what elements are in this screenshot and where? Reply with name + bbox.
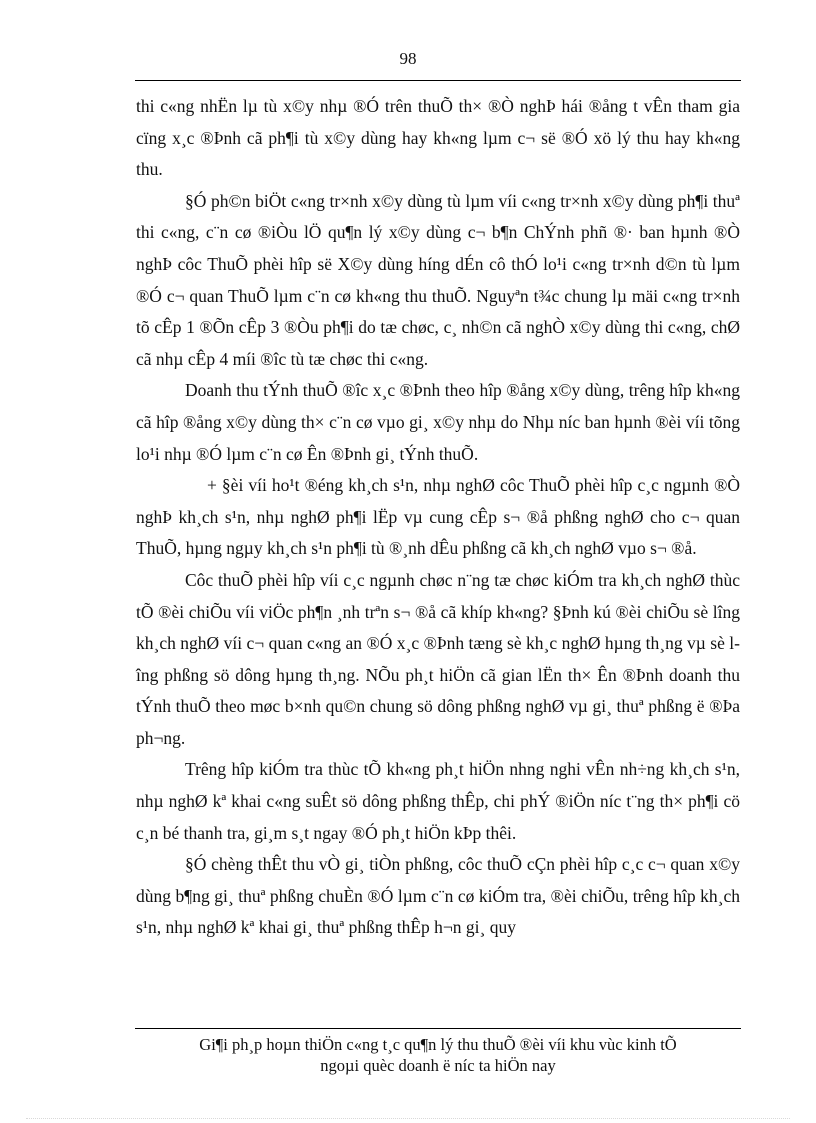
paragraph-continuation: thi c«ng nhËn lµ tù x©y nhµ ®Ó trên thuÕ th× ®Ò nghÞ hái ®ång t vÊn tham gia cïng x¸c ®Þnh cã ph¶i tù x©y dùng hay kh«ng lµm c¬ së ®Ó xö lý thu hay kh«ng thu. xyxy=(136,96,740,180)
header-rule xyxy=(135,80,741,81)
footer-title-line-1: Gi¶i ph¸p hoµn thiÖn c«ng t¸c qu¶n lý thu thuÕ ®èi víi khu vùc kinh tÕ xyxy=(199,1035,677,1054)
paragraph-construction-classification: §Ó ph©n biÖt c«ng tr×nh x©y dùng tù lµm víi c«ng tr×nh x©y dùng ph¶i thuª thi c«ng, c¨n cø ®iÒu lÖ qu¶n lý x©y dùng c¬ b¶n ChÝnh phñ ®· ban hµnh ®Ò nghÞ côc ThuÕ phèi hîp së X©y dùng híng dÉn cô thÓ lo¹i c«ng tr×nh d©n tù lµm ®Ó c¬ quan ThuÕ lµm c¨n cø kh«ng thu thuÕ. Nguyªn t¾c chung lµ mäi c«ng tr×nh tõ cÊp 1 ®Õn cÊp 3 ®Òu ph¶i do tæ chøc, c¸ nh©n cã nghÒ x©y dùng thi c«ng, chØ cã nhµ cÊp 4 míi ®îc tù tæ chøc thi c«ng. xyxy=(136,190,740,369)
body-text xyxy=(136,91,740,944)
page-footer xyxy=(136,1034,740,1076)
footer-title-line-2: ngoµi quèc doanh ë níc ta hiÖn nay xyxy=(320,1056,556,1075)
page-edge-divider xyxy=(26,1118,790,1119)
footer-rule xyxy=(135,1028,741,1029)
page-number: 98 xyxy=(399,49,417,68)
paragraph-hotel-inspection: Côc thuÕ phèi hîp víi c¸c ngµnh chøc n¨ng tæ chøc kiÓm tra kh¸ch nghØ thùc tÕ ®èi chiÕu víi viÖc ph¶n ¸nh trªn s¬ ®å cã khíp kh«ng? §Þnh kú ®èi chiÕu sè lîng kh¸ch nghØ víi c¬ quan c«ng an ®Ó x¸c ®Þnh tæng sè kh¸c nghØ hµng th¸ng vµ sè lîng phßng sö dông hµng th¸ng. NÕu ph¸t hiÖn cã gian lËn th× Ên ®Þnh doanh thu tÝnh thuÕ theo møc b×nh qu©n chung sö dông phßng nghØ vµ gi¸ thuª phßng ë ®Þa ph¬ng. xyxy=(136,569,740,748)
paragraph-hotel-activity: + §èi víi ho¹t ®éng kh¸ch s¹n, nhµ nghØ côc ThuÕ phèi hîp c¸c ngµnh ®Ò nghÞ kh¸ch s¹n, nhµ nghØ ph¶i lËp vµ cung cÊp s¬ ®å phßng nghØ cho c¬ quan ThuÕ, hµng ngµy kh¸ch s¹n ph¶i tù ®¸nh dÊu phßng cã kh¸ch nghØ vµo s¬ ®å. xyxy=(136,475,740,559)
paragraph-room-price: §Ó chèng thÊt thu vÒ gi¸ tiÒn phßng, côc thuÕ cÇn phèi hîp c¸c c¬ quan x©y dùng b¶ng gi¸ thuª phßng chuÈn ®Ó lµm c¨n cø kiÓm tra, ®èi chiÕu, trêng hîp kh¸ch s¹n, nhµ nghØ kª khai gi¸ thuª phßng thÊp h¬n gi¸ quy xyxy=(136,854,740,938)
paragraph-construction-revenue: Doanh thu tÝnh thuÕ ®îc x¸c ®Þnh theo hîp ®ång x©y dùng, trêng hîp kh«ng cã hîp ®ång x©y dùng th× c¨n cø vµo gi¸ x©y nhµ do Nhµ níc ban hµnh ®èi víi tõng lo¹i nhµ ®Ó lµm c¨n cø Ên ®Þnh gi¸ tÝnh thuÕ. xyxy=(136,380,740,464)
paragraph-low-capacity-case: Trêng hîp kiÓm tra thùc tÕ kh«ng ph¸t hiÖn nhng nghi vÊn nh÷ng kh¸ch s¹n, nhµ nghØ kª khai c«ng suÊt sö dông phßng thÊp, chi phÝ ®iÖn níc t¨ng th× ph¶i cö c¸n bé thanh tra, gi¸m s¸t ngay ®Ó ph¸t hiÖn kÞp thêi. xyxy=(136,759,740,843)
